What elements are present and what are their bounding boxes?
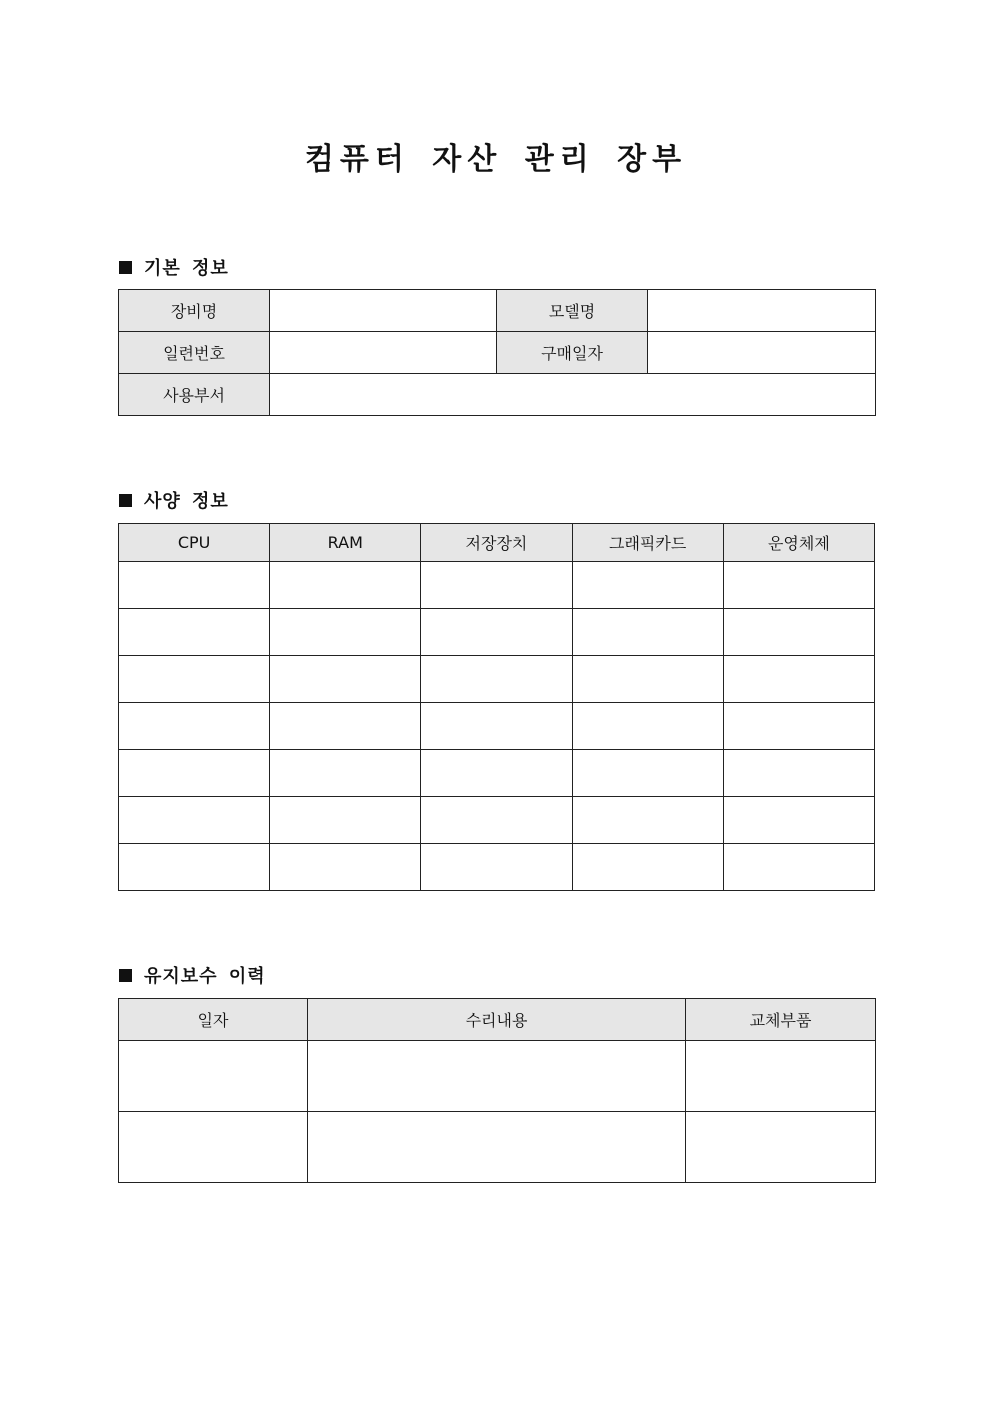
table-row	[119, 797, 875, 844]
table-cell[interactable]	[270, 750, 421, 797]
table-cell[interactable]	[723, 656, 874, 703]
table-cell[interactable]	[572, 844, 723, 891]
table-cell[interactable]	[270, 656, 421, 703]
table-cell[interactable]	[686, 1041, 876, 1112]
table-cell[interactable]	[119, 797, 270, 844]
device-name-label: 장비명	[119, 290, 270, 332]
column-header: CPU	[119, 524, 270, 562]
table-cell[interactable]	[421, 750, 572, 797]
section-heading-basic	[119, 254, 229, 280]
table-cell[interactable]	[421, 797, 572, 844]
table-cell[interactable]	[119, 1112, 308, 1183]
table-cell[interactable]	[270, 797, 421, 844]
table-cell[interactable]	[421, 562, 572, 609]
section-heading-spec	[119, 487, 229, 513]
table-cell[interactable]	[270, 844, 421, 891]
table-cell[interactable]	[572, 656, 723, 703]
table-cell[interactable]	[308, 1112, 686, 1183]
spec-table	[118, 523, 875, 891]
column-header: RAM	[270, 524, 421, 562]
table-cell[interactable]	[572, 797, 723, 844]
table-row	[119, 1041, 876, 1112]
table-cell[interactable]	[421, 609, 572, 656]
column-header: 운영체제	[723, 524, 874, 562]
table-row	[119, 703, 875, 750]
table-cell[interactable]	[723, 797, 874, 844]
table-cell[interactable]	[421, 656, 572, 703]
table-row	[119, 609, 875, 656]
square-bullet-icon	[119, 261, 132, 274]
table-row	[119, 656, 875, 703]
page-title: 컴퓨터 자산 관리 장부	[304, 142, 688, 177]
table-row	[119, 374, 876, 416]
table-row	[119, 332, 876, 374]
column-header: 저장장치	[421, 524, 572, 562]
table-cell[interactable]	[572, 609, 723, 656]
section-title: 유지보수 이력	[144, 966, 266, 987]
square-bullet-icon	[119, 494, 132, 507]
table-cell[interactable]	[119, 1041, 308, 1112]
column-header: 일자	[119, 999, 308, 1041]
serial-label: 일련번호	[119, 332, 270, 374]
table-cell[interactable]	[572, 703, 723, 750]
table-cell[interactable]	[119, 609, 270, 656]
table-cell[interactable]	[119, 844, 270, 891]
table-cell[interactable]	[270, 609, 421, 656]
table-cell[interactable]	[421, 703, 572, 750]
table-cell[interactable]	[723, 750, 874, 797]
maintenance-table	[118, 998, 876, 1183]
device-name-field[interactable]	[270, 290, 497, 332]
column-header: 그래픽카드	[572, 524, 723, 562]
purchase-date-label: 구매일자	[497, 332, 648, 374]
table-row	[119, 290, 876, 332]
square-bullet-icon	[119, 969, 132, 982]
table-cell[interactable]	[421, 844, 572, 891]
section-title: 사양 정보	[144, 491, 229, 512]
column-header: 교체부품	[686, 999, 876, 1041]
column-header: 수리내용	[308, 999, 686, 1041]
table-row	[119, 1112, 876, 1183]
table-cell[interactable]	[119, 656, 270, 703]
table-row	[119, 844, 875, 891]
model-name-field[interactable]	[648, 290, 876, 332]
table-cell[interactable]	[119, 703, 270, 750]
section-heading-maintenance	[119, 962, 266, 988]
table-cell[interactable]	[572, 562, 723, 609]
table-cell[interactable]	[723, 562, 874, 609]
department-field[interactable]	[270, 374, 876, 416]
table-row	[119, 562, 875, 609]
table-cell[interactable]	[723, 609, 874, 656]
serial-field[interactable]	[270, 332, 497, 374]
table-cell[interactable]	[572, 750, 723, 797]
table-cell[interactable]	[723, 844, 874, 891]
table-cell[interactable]	[308, 1041, 686, 1112]
purchase-date-field[interactable]	[648, 332, 876, 374]
table-cell[interactable]	[270, 703, 421, 750]
table-row	[119, 750, 875, 797]
section-title: 기본 정보	[144, 258, 229, 279]
basic-info-table	[118, 289, 876, 416]
table-header-row	[119, 524, 875, 562]
table-cell[interactable]	[686, 1112, 876, 1183]
table-cell[interactable]	[119, 750, 270, 797]
model-name-label: 모델명	[497, 290, 648, 332]
table-cell[interactable]	[723, 703, 874, 750]
table-cell[interactable]	[270, 562, 421, 609]
table-header-row	[119, 999, 876, 1041]
department-label: 사용부서	[119, 374, 270, 416]
table-cell[interactable]	[119, 562, 270, 609]
